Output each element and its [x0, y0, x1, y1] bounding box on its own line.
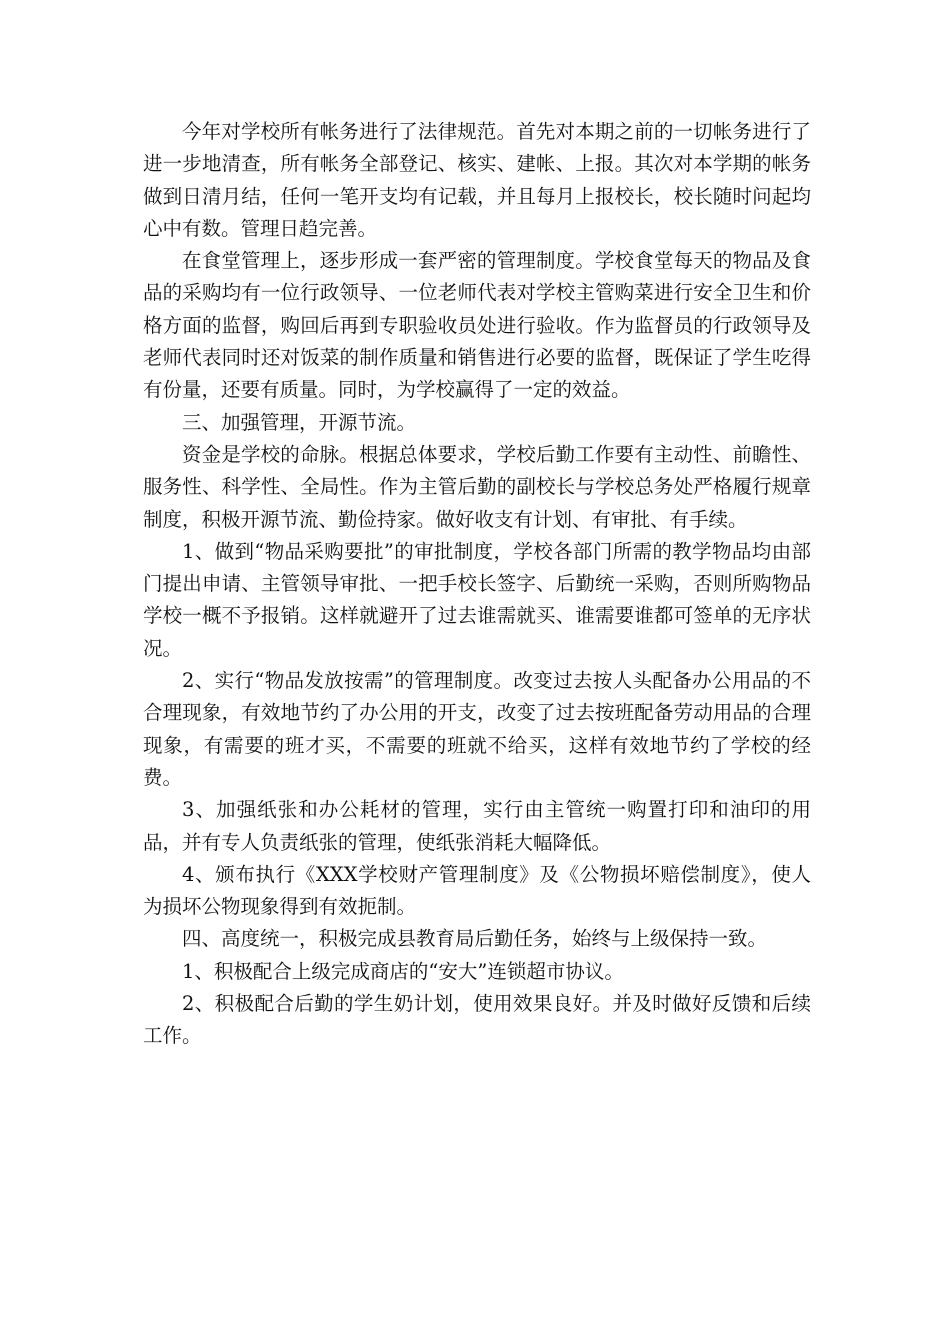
list-item-regulations: 4、颁布执行《XXX学校财产管理制度》及《公物损坏赔偿制度》，使人为损坏公物现象得到有效扼制。: [143, 862, 811, 919]
list-item-purchase: 1、做到“物品采购要批”的审批制度，学校各部门所需的教学物品均由部门提出申请、主管领导审批、一把手校长签字、后勤统一采购，否则所购物品学校一概不予报销。这样就避开了过去谁需就买、谁需要谁都可签单的无序状况。: [143, 539, 811, 660]
section-heading-3: 三、加强管理，开源节流。: [182, 410, 417, 434]
paragraph-accounts: 今年对学校所有帐务进行了法律规范。首先对本期之前的一切帐务进行了进一步地清查，所有帐务全部登记、核实、建帐、上报。其次对本学期的帐务做到日清月结，任何一笔开支均有记载，并且每月上报校长，校长随时问起均心中有数。管理日趋完善。: [143, 120, 811, 240]
list-item-milk: 2、积极配合后勤的学生奶计划，使用效果良好。并及时做好反馈和后续工作。: [143, 992, 811, 1048]
document-body: [143, 116, 811, 1053]
paragraph-canteen: 在食堂管理上，逐步形成一套严密的管理制度。学校食堂每天的物品及食品的采购均有一位行政领导、一位老师代表对学校主管购菜进行安全卫生和价格方面的监督，购回后再到专职验收员处进行验收。作为监督员的行政领导及老师代表同时还对饭菜的制作质量和销售进行必要的监督，既保证了学生吃得有份量，还要有质量。同时，为学校赢得了一定的效益。: [143, 249, 811, 402]
list-item-distribution: 2、实行“物品发放按需”的管理制度。改变过去按人头配备办公用品的不合理现象，有效地节约了办公用的开支，改变了过去按班配备劳动用品的合理现象，有需要的班才买，不需要的班就不给买，这样有效地节约了学校的经费。: [143, 669, 811, 789]
paragraph-funds: 资金是学校的命脉。根据总体要求，学校后勤工作要有主动性、前瞻性、服务性、科学性、全局性。作为主管后勤的副校长与学校总务处严格履行规章制度，积极开源节流、勤俭持家。做好收支有计划、有审批、有手续。: [143, 442, 811, 531]
section-heading-4: 四、高度统一，积极完成县教育局后勤任务，始终与上级保持一致。: [182, 927, 768, 951]
list-item-paper: 3、加强纸张和办公耗材的管理，实行由主管统一购置打印和油印的用品，并有专人负责纸张的管理，使纸张消耗大幅降低。: [143, 798, 811, 854]
list-item-supermarket: 1、积极配合上级完成商店的“安大”连锁超市协议。: [182, 959, 624, 983]
